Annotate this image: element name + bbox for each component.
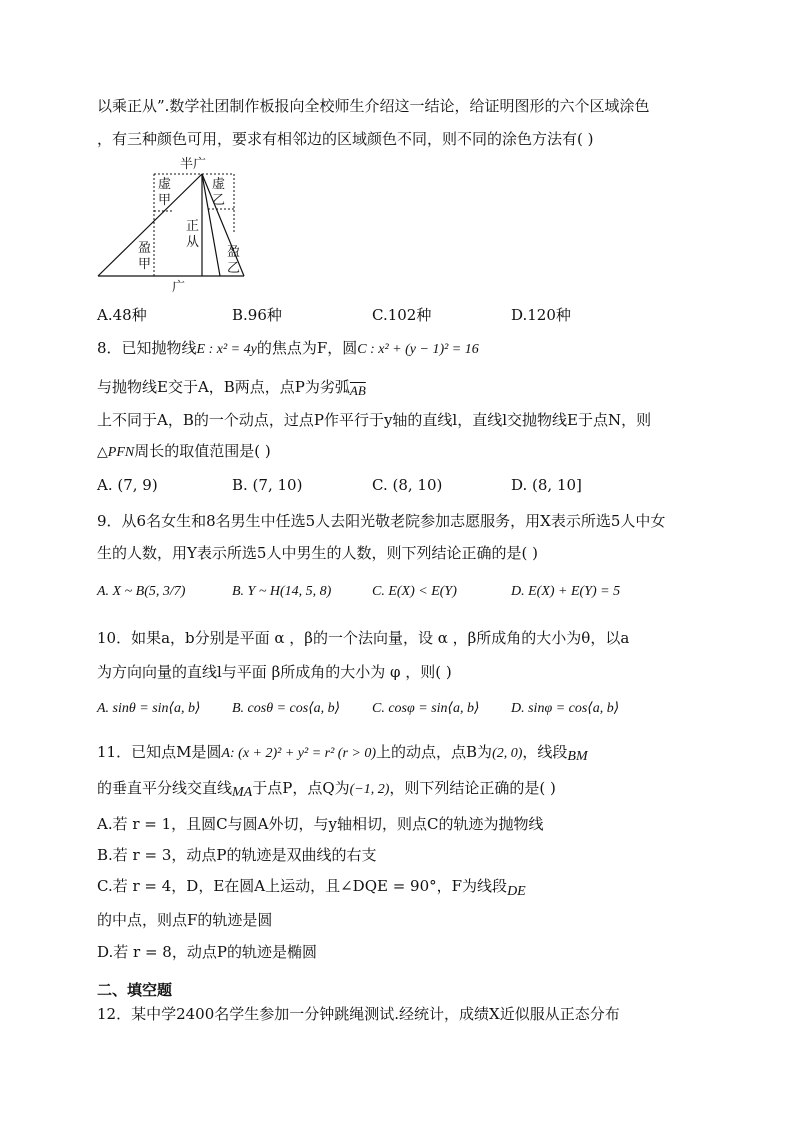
q8-option-c: C. (8, 10) [372,476,443,494]
figure-label-ying-jia-1: 盈 [138,241,152,256]
q11-point-b: (2, 0) [492,746,523,761]
q11-line-2a: 的垂直平分线交直线 [97,779,233,797]
q11-prefix: 11．已知点M是圆 [97,743,222,761]
q11-point-q: (−1, 2) [349,782,390,797]
q8-parabola-eq: E : x² = 4y [196,342,257,357]
q11-line-2c: ，则下列结论正确的是( ) [389,779,556,797]
q9-line-2: 生的人数，用Y表示所选5人中男生的人数，则下列结论正确的是( ) [97,544,538,562]
figure-label-ying-jia-2: 甲 [138,257,152,272]
section-heading: 二、填空题 [97,981,173,999]
q7-option-b: B.96种 [232,306,282,324]
q7-option-a: A.48种 [97,306,147,324]
q11-segment-de: DE [507,884,526,899]
q11-option-a: A.若 r = 1，且圆C与圆A外切，与y轴相切，则点C的轨迹为抛物线 [97,815,544,833]
figure-label-xu-yi-1: 虚 [212,177,226,192]
q8-line-2-text: 与抛物线E交于A，B两点，点P为劣弧 [97,378,350,396]
q8-line-2 [97,377,366,398]
q11-segment-bm: BM [567,749,588,764]
q9-option-a: A. X ~ B(5, 3/7) [97,584,186,599]
q11-line-1 [97,742,588,764]
q11-tail: ，线段 [522,743,568,761]
figure-label-top: 半广 [180,157,207,172]
q11-line-2b: 于点P，点Q为 [252,779,350,797]
q10-line-2: 为方向向量的直线l与平面 β所成角的大小为 φ ，则( ) [97,663,452,681]
q7-figure [92,154,252,294]
q10-option-a: A. sinθ = sin⟨a, b⟩ [97,701,201,716]
figure-label-zheng: 正 [186,219,200,234]
figure-label-ying-yi-2: 乙 [227,261,241,276]
q10-option-c: C. cosφ = sin⟨a, b⟩ [372,701,480,716]
q8-circle-eq: C : x² + (y − 1)² = 16 [357,342,479,357]
q7-line-2: ，有三种颜色可用，要求有相邻边的区域颜色不同，则不同的涂色方法有( ) [97,130,594,148]
q11-line-2 [97,778,556,800]
figure-label-xu-jia-1: 虚 [158,177,172,192]
q10-option-b: B. cosθ = cos⟨a, b⟩ [232,701,341,716]
q8-option-d: D. (8, 10] [511,476,582,494]
q7-option-c: C.102种 [372,306,432,324]
q8-prefix: 8．已知抛物线 [97,339,197,357]
q11-circle-eq: A: (x + 2)² + y² = r² (r > 0) [221,746,377,761]
q8-line-4 [97,441,271,463]
q8-mid: 的焦点为F，圆 [256,339,358,357]
q11-option-c-cont: 的中点，则点F的轨迹是圆 [97,911,273,929]
q8-arc-ab: $\overline{AB}$ [349,383,366,398]
q9-option-b: B. Y ~ H(14, 5, 8) [232,584,332,599]
q10-option-d: D. sinφ = cos⟨a, b⟩ [511,701,620,716]
q10-line-1: 10．如果a，b分别是平面 α ，β的一个法向量，设 α ，β所成角的大小为θ，以a [97,629,630,647]
q9-option-d: D. E(X) + E(Y) = 5 [511,584,621,599]
figure-label-bottom: 广 [172,280,186,294]
q8-line-1 [97,338,479,360]
q12-line-1: 12．某中学2400名学生参加一分钟跳绳测试.经统计，成绩X近似服从正态分布 [97,1005,620,1023]
figure-label-cong: 从 [186,235,200,250]
figure-label-xu-yi-2: 乙 [212,193,226,208]
q11-mid: 上的动点，点B为 [376,743,493,761]
q8-option-a: A. (7, 9) [97,476,158,494]
q11-line-ma: MA [232,785,253,800]
q8-line-4-text: 周长的取值范围是( ) [134,442,271,460]
q11-option-c-text: C.若 r = 4，D，E在圆A上运动，且∠DQE = 90°，F为线段 [97,877,508,895]
q9-option-c: C. E(X) < E(Y) [372,584,457,599]
q7-line-1: 以乘正从”.数学社团制作板报向全校师生介绍这一结论，给证明图形的六个区域涂色 [97,97,650,115]
q11-option-b: B.若 r = 3，动点P的轨迹是双曲线的右支 [97,846,377,864]
q11-option-d: D.若 r = 8，动点P的轨迹是椭圆 [97,943,317,961]
q9-line-1: 9．从6名女生和8名男生中任选5人去阳光敬老院参加志愿服务，用X表示所选5人中女 [97,512,666,530]
q11-option-c [97,876,526,898]
q7-option-d: D.120种 [511,306,571,324]
q8-line-3: 上不同于A，B的一个动点，过点P作平行于y轴的直线l，直线l交抛物线E于点N，则 [97,411,652,429]
q8-triangle: △PFN [97,445,135,460]
q8-option-b: B. (7, 10) [232,476,303,494]
figure-label-ying-yi-1: 盈 [227,245,241,260]
figure-label-xu-jia-2: 甲 [158,193,172,208]
